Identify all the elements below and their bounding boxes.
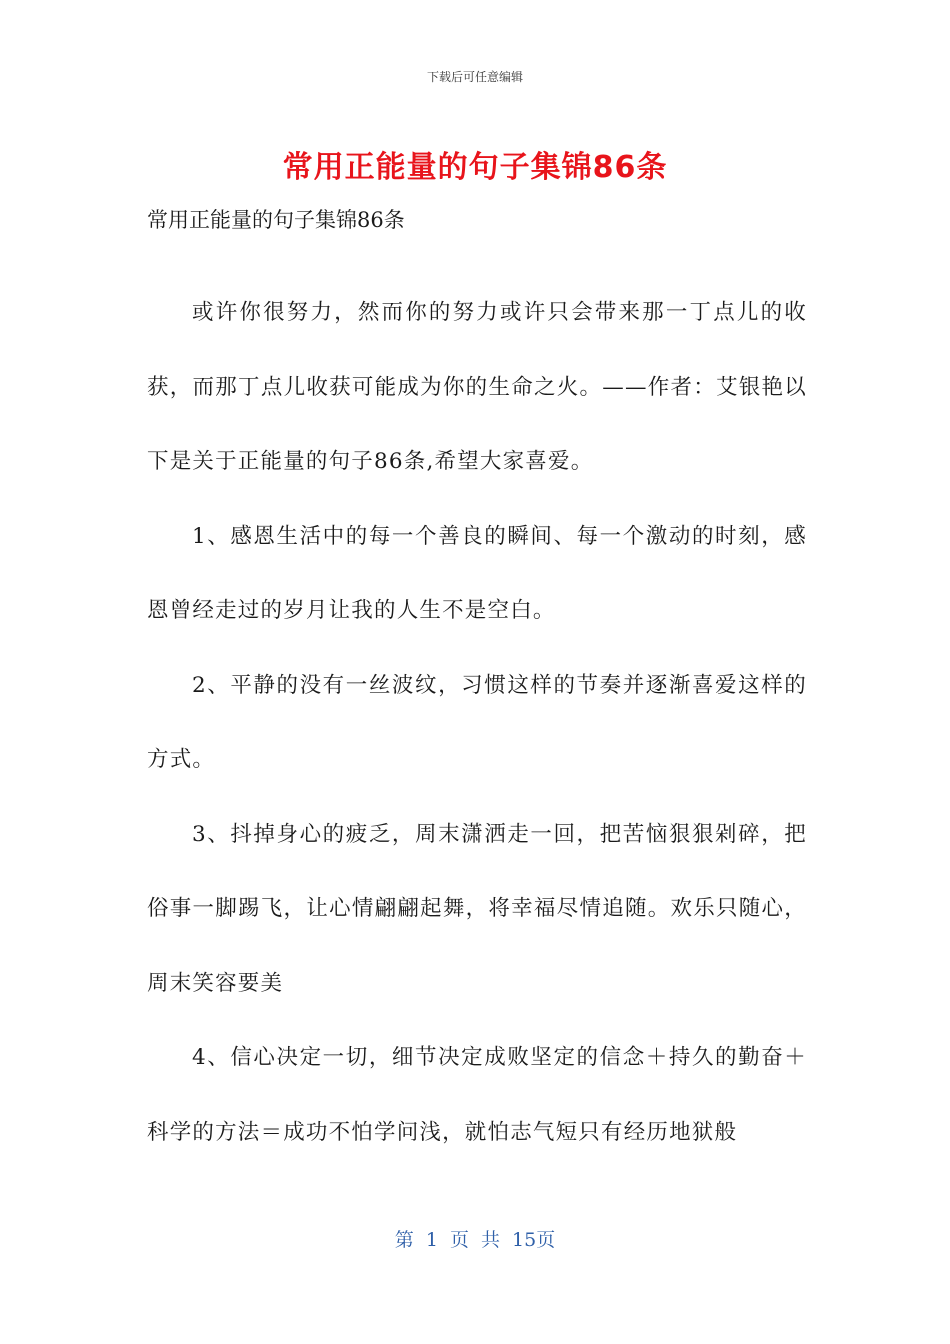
paragraph-intro: 或许你很努力，然而你的努力或许只会带来那一丁点儿的收获，而那丁点儿收获可能成为你的生命之火。——作者：艾银艳以下是关于正能量的句子86条,希望大家喜爱。 bbox=[147, 300, 807, 474]
paragraph-item-1: 1、感恩生活中的每一个善良的瞬间、每一个激动的时刻，感恩曾经走过的岁月让我的人生不是空白。 bbox=[147, 523, 807, 623]
document-body bbox=[147, 200, 807, 1170]
paragraph-item-2: 2、平静的没有一丝波纹，习惯这样的节奏并逐渐喜爱这样的方式。 bbox=[147, 672, 807, 772]
header-note: 下载后可任意编辑 bbox=[426, 70, 523, 84]
page-number-footer: 第 1 页 共 15页 bbox=[394, 1229, 556, 1251]
paragraph-item-4: 4、信心决定一切，细节决定成败坚定的信念＋持久的勤奋＋科学的方法＝成功不怕学问浅，就怕志气短只有经历地狱般 bbox=[147, 1045, 807, 1145]
document-title: 常用正能量的句子集锦86条 bbox=[282, 150, 668, 185]
paragraph-item-3: 3、抖掉身心的疲乏，周末潇洒走一回，把苦恼狠狠剁碎，把俗事一脚踢飞，让心情翩翩起舞，将幸福尽情追随。欢乐只随心，周末笑容要美 bbox=[147, 821, 807, 996]
document-subtitle: 常用正能量的句子集锦86条 bbox=[147, 208, 405, 232]
